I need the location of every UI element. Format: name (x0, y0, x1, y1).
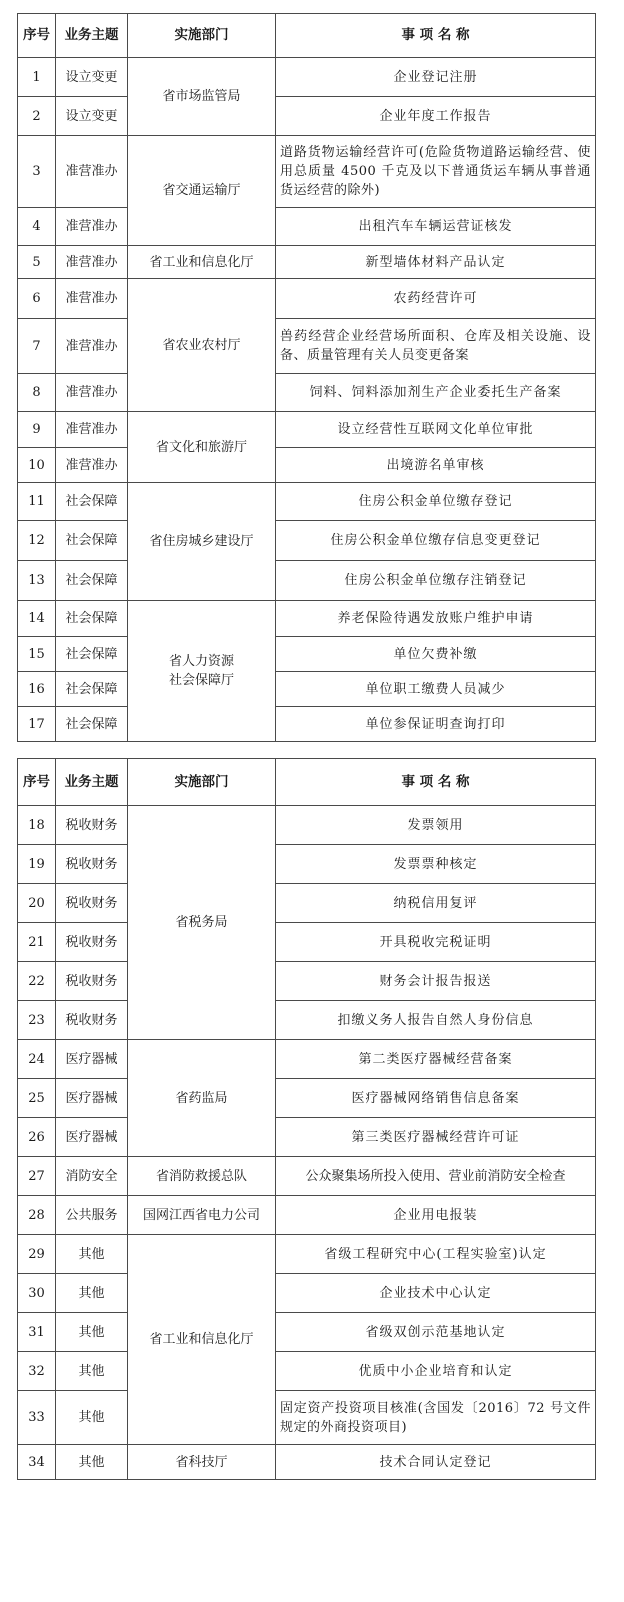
item-cell: 开具税收完税证明 (276, 923, 596, 962)
item-cell: 道路货物运输经营许可(危险货物道路运输经营、使用总质量 4500 千克及以下普通货运车辆从事普通货运经营的除外) (276, 136, 596, 208)
table-row (18, 58, 596, 97)
dept-cell: 省药监局 (128, 1040, 276, 1157)
theme-cell: 社会保障 (56, 483, 128, 521)
table-row (18, 448, 596, 483)
item-cell: 公众聚集场所投入使用、营业前消防安全检查 (276, 1157, 596, 1196)
table-row (18, 806, 596, 845)
table-row (18, 1040, 596, 1079)
item-cell: 单位职工缴费人员减少 (276, 672, 596, 707)
seq-cell: 2 (18, 97, 56, 136)
item-cell: 企业技术中心认定 (276, 1274, 596, 1313)
table-row (18, 412, 596, 448)
matters-table-part-1 (17, 13, 596, 742)
seq-cell: 3 (18, 136, 56, 208)
seq-cell: 24 (18, 1040, 56, 1079)
seq-cell: 10 (18, 448, 56, 483)
dept-cell: 省农业农村厅 (128, 279, 276, 412)
theme-cell: 其他 (56, 1235, 128, 1274)
seq-cell: 20 (18, 884, 56, 923)
table-row (18, 1445, 596, 1480)
theme-cell: 社会保障 (56, 707, 128, 742)
seq-cell: 18 (18, 806, 56, 845)
dept-cell: 省文化和旅游厅 (128, 412, 276, 483)
theme-cell: 医疗器械 (56, 1118, 128, 1157)
item-cell: 设立经营性互联网文化单位审批 (276, 412, 596, 448)
table-row (18, 884, 596, 923)
table-row (18, 845, 596, 884)
item-cell: 技术合同认定登记 (276, 1445, 596, 1480)
item-cell: 饲料、饲料添加剂生产企业委托生产备案 (276, 374, 596, 412)
table-row (18, 208, 596, 246)
table-row (18, 1391, 596, 1445)
table-row (18, 246, 596, 279)
seq-cell: 6 (18, 279, 56, 319)
table-row (18, 1313, 596, 1352)
item-cell: 固定资产投资项目核准(含国发〔2016〕72 号文件规定的外商投资项目) (276, 1391, 596, 1445)
seq-cell: 17 (18, 707, 56, 742)
seq-cell: 5 (18, 246, 56, 279)
dept-cell: 国网江西省电力公司 (128, 1196, 276, 1235)
header-row (18, 14, 596, 58)
item-cell: 养老保险待遇发放账户维护申请 (276, 601, 596, 637)
matters-table-part-2 (17, 758, 596, 1480)
table-row (18, 374, 596, 412)
item-cell: 企业年度工作报告 (276, 97, 596, 136)
theme-cell: 准营准办 (56, 208, 128, 246)
item-cell: 省级双创示范基地认定 (276, 1313, 596, 1352)
dept-cell: 省工业和信息化厅 (128, 246, 276, 279)
item-cell: 纳税信用复评 (276, 884, 596, 923)
header-item: 事 项 名 称 (276, 759, 596, 806)
seq-cell: 22 (18, 962, 56, 1001)
theme-cell: 税收财务 (56, 962, 128, 1001)
item-cell: 住房公积金单位缴存登记 (276, 483, 596, 521)
seq-cell: 9 (18, 412, 56, 448)
table-row (18, 962, 596, 1001)
header-theme: 业务主题 (56, 14, 128, 58)
theme-cell: 准营准办 (56, 319, 128, 374)
table-row (18, 1235, 596, 1274)
seq-cell: 29 (18, 1235, 56, 1274)
item-cell: 企业登记注册 (276, 58, 596, 97)
table-row (18, 1001, 596, 1040)
seq-cell: 1 (18, 58, 56, 97)
seq-cell: 11 (18, 483, 56, 521)
dept-cell: 省消防救援总队 (128, 1157, 276, 1196)
item-cell: 单位参保证明查询打印 (276, 707, 596, 742)
dept-name-line-2: 社会保障厅 (168, 673, 234, 688)
item-cell: 第三类医疗器械经营许可证 (276, 1118, 596, 1157)
item-cell: 扣缴义务人报告自然人身份信息 (276, 1001, 596, 1040)
item-cell: 企业用电报装 (276, 1196, 596, 1235)
theme-cell: 其他 (56, 1274, 128, 1313)
theme-cell: 公共服务 (56, 1196, 128, 1235)
header-dept: 实施部门 (128, 14, 276, 58)
theme-cell: 其他 (56, 1445, 128, 1480)
seq-cell: 33 (18, 1391, 56, 1445)
seq-cell: 19 (18, 845, 56, 884)
table-row (18, 279, 596, 319)
item-cell: 新型墙体材料产品认定 (276, 246, 596, 279)
dept-cell: 省税务局 (128, 806, 276, 1040)
item-cell: 省级工程研究中心(工程实验室)认定 (276, 1235, 596, 1274)
seq-cell: 28 (18, 1196, 56, 1235)
item-cell: 农药经营许可 (276, 279, 596, 319)
item-cell: 出租汽车车辆运营证核发 (276, 208, 596, 246)
theme-cell: 社会保障 (56, 601, 128, 637)
seq-cell: 15 (18, 637, 56, 672)
table-row (18, 1118, 596, 1157)
seq-cell: 14 (18, 601, 56, 637)
item-cell: 出境游名单审核 (276, 448, 596, 483)
theme-cell: 设立变更 (56, 58, 128, 97)
theme-cell: 其他 (56, 1352, 128, 1391)
theme-cell: 准营准办 (56, 412, 128, 448)
item-cell: 医疗器械网络销售信息备案 (276, 1079, 596, 1118)
table-row (18, 1196, 596, 1235)
seq-cell: 32 (18, 1352, 56, 1391)
seq-cell: 30 (18, 1274, 56, 1313)
table-row (18, 1079, 596, 1118)
theme-cell: 社会保障 (56, 521, 128, 561)
theme-cell: 其他 (56, 1313, 128, 1352)
dept-name-line-1: 省人力资源 (168, 654, 234, 669)
item-cell: 第二类医疗器械经营备案 (276, 1040, 596, 1079)
dept-cell: 省交通运输厅 (128, 136, 276, 246)
seq-cell: 16 (18, 672, 56, 707)
seq-cell: 21 (18, 923, 56, 962)
table-row (18, 483, 596, 521)
header-row (18, 759, 596, 806)
table-row (18, 319, 596, 374)
item-cell: 发票票种核定 (276, 845, 596, 884)
seq-cell: 12 (18, 521, 56, 561)
item-cell: 发票领用 (276, 806, 596, 845)
seq-cell: 27 (18, 1157, 56, 1196)
theme-cell: 准营准办 (56, 374, 128, 412)
dept-cell (128, 601, 276, 742)
seq-cell: 23 (18, 1001, 56, 1040)
theme-cell: 设立变更 (56, 97, 128, 136)
item-cell: 住房公积金单位缴存信息变更登记 (276, 521, 596, 561)
theme-cell: 其他 (56, 1391, 128, 1445)
header-seq: 序号 (18, 14, 56, 58)
theme-cell: 税收财务 (56, 845, 128, 884)
theme-cell: 准营准办 (56, 246, 128, 279)
seq-cell: 34 (18, 1445, 56, 1480)
seq-cell: 31 (18, 1313, 56, 1352)
header-dept: 实施部门 (128, 759, 276, 806)
theme-cell: 社会保障 (56, 561, 128, 601)
seq-cell: 8 (18, 374, 56, 412)
table-row (18, 1157, 596, 1196)
header-item: 事 项 名 称 (276, 14, 596, 58)
table-row (18, 601, 596, 637)
theme-cell: 税收财务 (56, 1001, 128, 1040)
seq-cell: 25 (18, 1079, 56, 1118)
theme-cell: 税收财务 (56, 923, 128, 962)
item-cell: 财务会计报告报送 (276, 962, 596, 1001)
header-theme: 业务主题 (56, 759, 128, 806)
header-seq: 序号 (18, 759, 56, 806)
table-row (18, 923, 596, 962)
theme-cell: 社会保障 (56, 672, 128, 707)
item-cell: 住房公积金单位缴存注销登记 (276, 561, 596, 601)
table-row (18, 136, 596, 208)
table-row (18, 521, 596, 561)
theme-cell: 准营准办 (56, 136, 128, 208)
table-row (18, 1274, 596, 1313)
seq-cell: 26 (18, 1118, 56, 1157)
table-row (18, 707, 596, 742)
theme-cell: 医疗器械 (56, 1040, 128, 1079)
item-cell: 单位欠费补缴 (276, 637, 596, 672)
theme-cell: 税收财务 (56, 806, 128, 845)
item-cell: 优质中小企业培育和认定 (276, 1352, 596, 1391)
seq-cell: 4 (18, 208, 56, 246)
dept-cell: 省住房城乡建设厅 (128, 483, 276, 601)
theme-cell: 消防安全 (56, 1157, 128, 1196)
item-cell: 兽药经营企业经营场所面积、仓库及相关设施、设备、质量管理有关人员变更备案 (276, 319, 596, 374)
seq-cell: 7 (18, 319, 56, 374)
table-row (18, 1352, 596, 1391)
dept-cell: 省市场监管局 (128, 58, 276, 136)
dept-cell: 省科技厅 (128, 1445, 276, 1480)
dept-cell: 省工业和信息化厅 (128, 1235, 276, 1445)
theme-cell: 医疗器械 (56, 1079, 128, 1118)
seq-cell: 13 (18, 561, 56, 601)
theme-cell: 准营准办 (56, 279, 128, 319)
table-row (18, 561, 596, 601)
theme-cell: 准营准办 (56, 448, 128, 483)
theme-cell: 社会保障 (56, 637, 128, 672)
table-row (18, 97, 596, 136)
table-row (18, 672, 596, 707)
theme-cell: 税收财务 (56, 884, 128, 923)
table-row (18, 637, 596, 672)
